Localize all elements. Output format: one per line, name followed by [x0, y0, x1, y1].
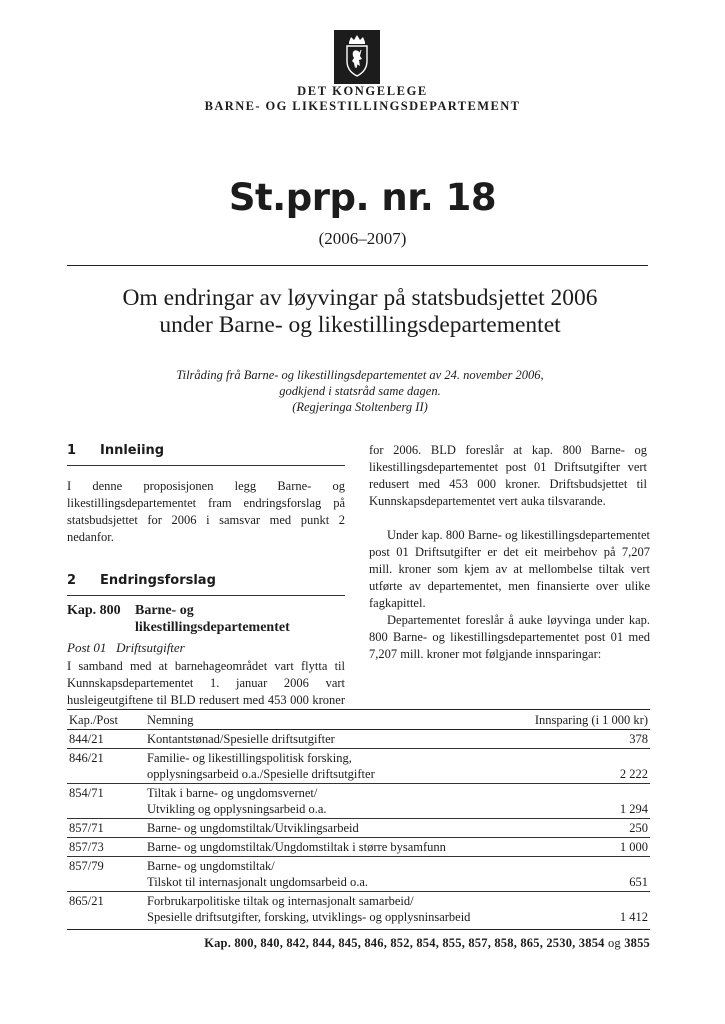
- row-name: [145, 892, 517, 927]
- row-name: [145, 838, 517, 857]
- department-line-1: DET KONGELEGE: [297, 84, 428, 98]
- row-name-line-1: Barne- og ungdomstiltak/Ungdomstiltak i større bysamfunn: [147, 840, 446, 854]
- row-code: 854/71: [67, 784, 145, 819]
- table-row: [67, 857, 650, 892]
- header-code: Kap./Post: [67, 710, 145, 730]
- header-amount: Innsparing (i 1 000 kr): [517, 710, 650, 730]
- intro-paragraph: I denne proposisjonen legg Barne- og likestillingsdepartementet fram endringsforslag på statsbudsjettet for 2006 i samsvar med punkt 2 nedanfor.: [67, 479, 345, 544]
- table-row: [67, 730, 650, 749]
- footer-last: 3855: [624, 936, 650, 950]
- row-name-line-1: Kontantstønad/Spesielle driftsutgifter: [147, 732, 335, 746]
- subtitle-line-3: (Regjeringa Stoltenberg II): [292, 400, 428, 414]
- table-row: [67, 838, 650, 857]
- row-name: [145, 749, 517, 784]
- row-name-line-1: Familie- og likestillingspolitisk forsking,: [147, 751, 352, 765]
- bottom-divider: [67, 929, 650, 930]
- chapter-list-footer: [67, 935, 650, 951]
- chapter-heading: [67, 602, 345, 636]
- row-name-line-1: Tiltak i barne- og ungdomsvernet/: [147, 786, 318, 800]
- header-name: Nemning: [145, 710, 517, 730]
- row-name: [145, 730, 517, 749]
- chapter-name-line-1: Barne- og: [135, 603, 194, 618]
- row-name-line-2: Utvikling og opplysningsarbeid o.a.: [147, 802, 327, 816]
- top-divider: [67, 265, 648, 266]
- right-column: [369, 442, 650, 663]
- chapter-name-line-2: likestillingsdepartementet: [135, 620, 290, 635]
- row-name-line-2: Spesielle driftsutgifter, forsking, utviklings- og opplysninsarbeid: [147, 910, 471, 924]
- paragraph-2: Under kap. 800 Barne- og likestillingsdepartementet post 01 Driftsutgifter er det eit meirbehov på 7,207 mill. kroner som kjem av at mellombelse tiltak vert utførte av departementet, men finansierte over ulike fagkapittel.: [369, 528, 650, 610]
- table-row: [67, 819, 650, 838]
- paragraph-1-start-clip: [67, 658, 345, 709]
- row-code: 846/21: [67, 749, 145, 784]
- row-amount: 1 294: [517, 784, 650, 819]
- document-title: [60, 285, 660, 339]
- row-code: 857/73: [67, 838, 145, 857]
- row-amount: 651: [517, 857, 650, 892]
- savings-table: [67, 709, 650, 926]
- chapter-label: Kap. 800: [67, 603, 121, 618]
- section-number: 2: [67, 573, 77, 588]
- row-code: 865/21: [69, 894, 104, 908]
- row-amount: 378: [517, 730, 650, 749]
- post-label: Post 01: [67, 640, 107, 655]
- section-heading-endringsforslag: [67, 572, 345, 596]
- table-header-row: [67, 710, 650, 730]
- row-code: 844/21: [67, 730, 145, 749]
- paragraph-1-continued: for 2006. BLD foreslår at kap. 800 Barne- og likestillingsdepartementet post 01 Driftsutgifter vert redusert med 453 000 kroner. Driftsbudsjettet til Kunnskapsdepartementet vert auka tilsvarande.: [369, 443, 647, 508]
- row-amount: 1 412: [619, 910, 648, 924]
- title-line-2: under Barne- og likestillingsdepartementet: [159, 312, 561, 338]
- row-name-line-1: Barne- og ungdomstiltak/: [147, 859, 275, 873]
- coat-of-arms-icon: [334, 30, 380, 84]
- table-row: [67, 749, 650, 784]
- paragraph-3: Departementet foreslår å auke løyvinga under kap. 800 Barne- og likestillingsdepartementet post 01 med 7,207 mill. kroner mot følgjande innsparingar:: [369, 613, 650, 661]
- title-line-1: Om endringar av løyvingar på statsbudsjettet 2006: [122, 285, 598, 311]
- row-name-line-1: Barne- og ungdomstiltak/Utviklingsarbeid: [147, 821, 359, 835]
- left-column: [67, 442, 345, 709]
- row-amount: 1 000: [517, 838, 650, 857]
- row-name-line-2: opplysningsarbeid o.a./Spesielle driftsutgifter: [147, 767, 375, 781]
- document-year: (2006–2007): [318, 229, 407, 248]
- footer-og: og: [607, 936, 621, 950]
- recommendation-note: [100, 367, 620, 415]
- row-name: [145, 784, 517, 819]
- document-number: St.prp. nr. 18: [228, 176, 497, 219]
- row-name-line-1: Forbrukarpolitiske tiltak og internasjonalt samarbeid/: [147, 894, 414, 908]
- post-name: Driftsutgifter: [116, 640, 185, 655]
- section-heading-innleiing: [67, 442, 345, 466]
- table-row: [67, 892, 650, 927]
- row-amount: 250: [517, 819, 650, 838]
- row-name: [145, 857, 517, 892]
- subtitle-line-2: godkjend i statsråd same dagen.: [279, 384, 441, 398]
- post-heading: [67, 639, 345, 656]
- section-number: 1: [67, 443, 77, 458]
- row-code: 857/79: [67, 857, 145, 892]
- row-code: 857/71: [67, 819, 145, 838]
- section-title: Innleiing: [100, 443, 165, 458]
- chapter-name: [135, 602, 290, 636]
- section-title: Endringsforslag: [100, 573, 216, 588]
- subtitle-line-1: Tilråding frå Barne- og likestillingsdepartementet av 24. november 2006,: [176, 368, 544, 382]
- row-name-line-2: Tilskot til internasjonalt ungdomsarbeid o.a.: [147, 875, 369, 889]
- paragraph-1-continued-clip: [369, 442, 650, 527]
- table-row: [67, 784, 650, 819]
- footer-chapters: Kap. 800, 840, 842, 844, 845, 846, 852, 854, 855, 857, 858, 865, 2530, 3854: [204, 936, 605, 950]
- department-line-2: BARNE- OG LIKESTILLINGSDEPARTEMENT: [204, 99, 521, 113]
- row-name: [145, 819, 517, 838]
- paragraph-1: I samband med at barnehageområdet vart flytta til Kunnskapsdepartementet 1. januar 2006 vart husleigeutgiftene til BLD redusert med 453 000 kroner: [67, 659, 345, 707]
- row-amount: 2 222: [517, 749, 650, 784]
